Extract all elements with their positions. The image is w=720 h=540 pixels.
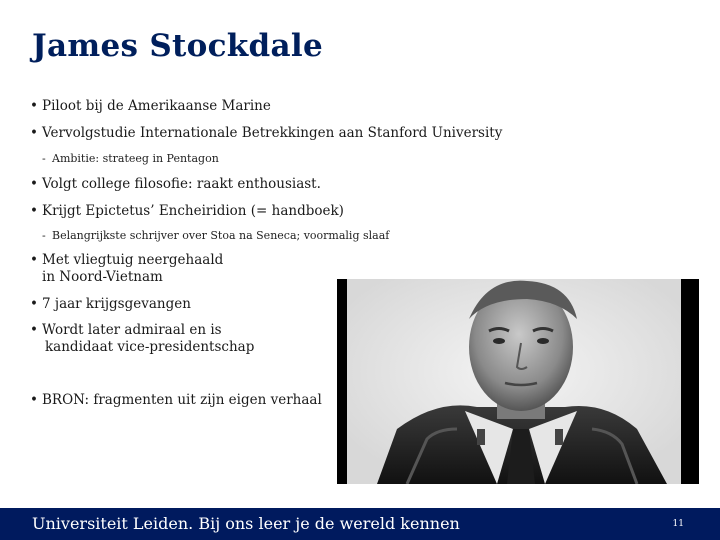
bullet-text-continued: in Noord-Vietnam (42, 269, 163, 285)
sub-bullet-dash: - (42, 152, 46, 165)
footer-bar (0, 508, 720, 540)
bullet-dot: • (30, 125, 38, 141)
sub-bullet-text: Belangrijkste schrijver over Stoa na Seneca; voormalig slaaf (52, 229, 390, 242)
slide-title: James Stockdale (32, 28, 324, 64)
bullet-item (30, 203, 344, 220)
bullet-item (30, 176, 321, 193)
bullet-dot: • (30, 296, 38, 312)
bullet-text-continued: kandidaat vice-presidentschap (45, 339, 255, 355)
portrait-photo (337, 279, 699, 484)
sub-bullet-item (42, 229, 389, 243)
bullet-dot: • (30, 322, 38, 338)
bullet-text: Met vliegtuig neergehaald (42, 252, 224, 268)
bullet-item (30, 296, 191, 313)
bullet-text: Volgt college filosofie: raakt enthousiast. (42, 176, 321, 192)
footer-slogan: Universiteit Leiden. Bij ons leer je de wereld kennen (32, 514, 460, 533)
bullet-dot: • (30, 176, 38, 192)
bullet-text: Krijgt Epictetus’ Encheiridion (= handboek) (42, 203, 344, 219)
sub-bullet-dash: - (42, 229, 46, 242)
page-number: 11 (672, 519, 684, 529)
bullet-item (30, 252, 223, 286)
bullet-dot: • (30, 392, 38, 408)
bullet-text: Wordt later admiraal en is (42, 322, 222, 338)
bullet-dot: • (30, 98, 38, 114)
bullet-text: Vervolgstudie Internationale Betrekkingen aan Stanford University (42, 125, 503, 141)
sub-bullet-text: Ambitie: strateeg in Pentagon (52, 152, 219, 165)
bullet-text: Piloot bij de Amerikaanse Marine (42, 98, 271, 114)
bullet-item (30, 125, 502, 142)
bullet-dot: • (30, 252, 38, 268)
bullet-item (30, 322, 254, 356)
sub-bullet-item (42, 152, 219, 166)
bullet-text: 7 jaar krijgsgevangen (42, 296, 191, 312)
bullet-item (30, 98, 271, 115)
portrait-illustration (337, 279, 699, 484)
bullet-text: BRON: fragmenten uit zijn eigen verhaal (42, 392, 322, 408)
bullet-item (30, 392, 322, 409)
bullet-dot: • (30, 203, 38, 219)
